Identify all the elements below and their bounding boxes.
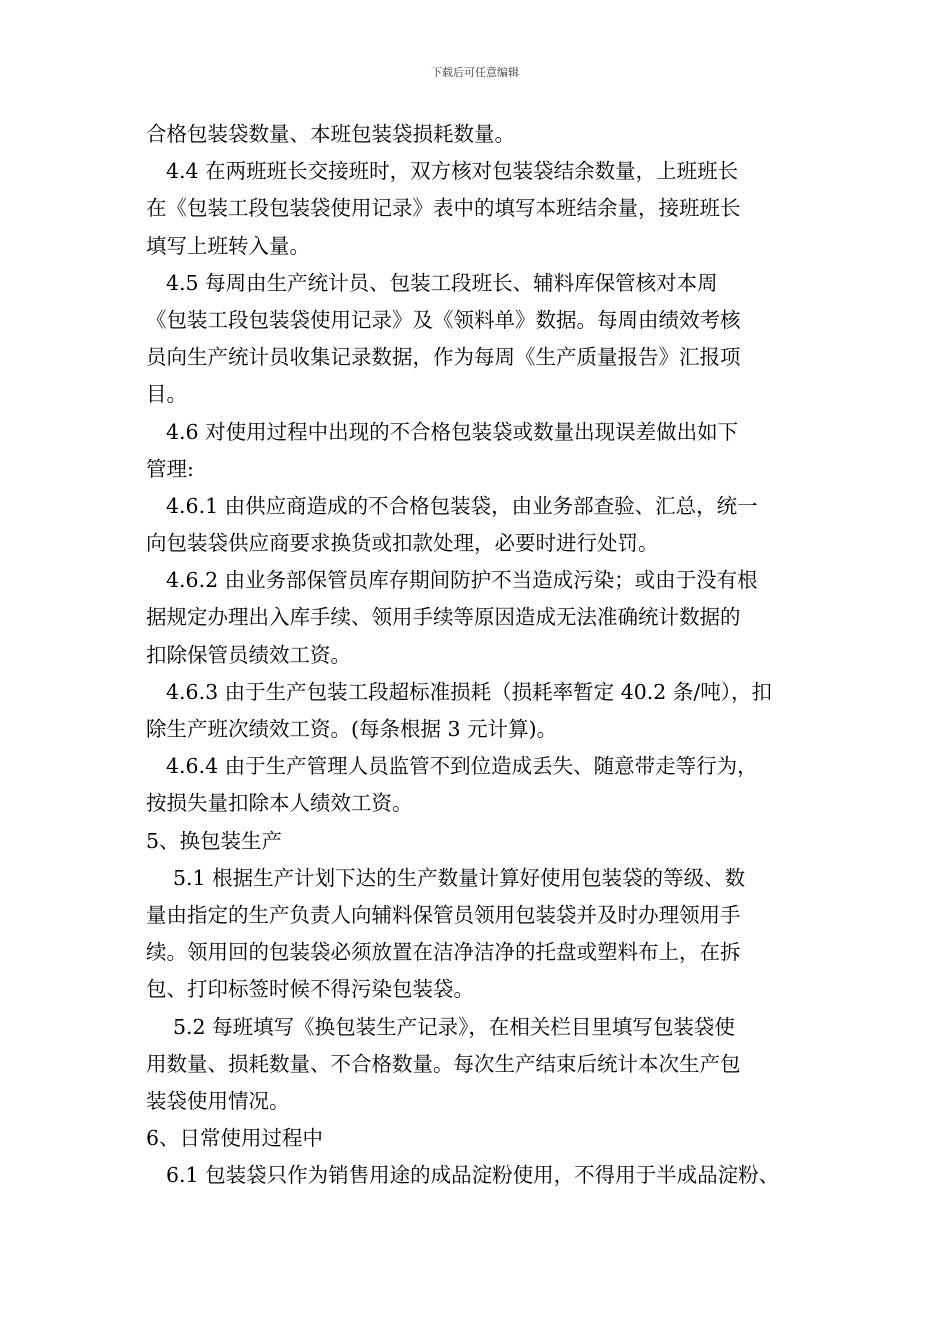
text-line: 管理:: [146, 456, 194, 481]
text-line: 员向生产统计员收集记录数据，作为每周《生产质量报告》汇报项: [146, 345, 741, 370]
text-line: 包、打印标签时候不得污染包装袋。: [146, 977, 474, 1002]
text-line: 填写上班转入量。: [146, 233, 310, 258]
text-line: 4.6.4 由于生产管理人员监管不到位造成丢失、随意带走等行为，: [166, 754, 758, 779]
text-line: 《包装工段包装袋使用记录》及《领料单》数据。每周由绩效考核: [146, 307, 741, 332]
text-line: 5.1 根据生产计划下达的生产数量计算好使用包装袋的等级、数: [173, 865, 746, 890]
text-line: 4.6 对使用过程中出现的不合格包装袋或数量出现误差做出如下: [166, 419, 739, 444]
page-header: 下载后可任意编辑: [431, 66, 519, 79]
text-line: 6、日常使用过程中: [146, 1126, 324, 1151]
text-line: 4.6.3 由于生产包装工段超标准损耗（损耗率暂定 40.2 条/吨），扣: [166, 679, 773, 704]
text-line: 在《包装工段包装袋使用记录》表中的填写本班结余量，接班班长: [146, 196, 741, 221]
text-line: 装袋使用情况。: [146, 1088, 290, 1113]
text-line: 按损失量扣除本人绩效工资。: [146, 791, 413, 816]
text-line: 扣除保管员绩效工资。: [146, 642, 351, 667]
text-line: 目。: [146, 382, 187, 407]
text-line: 4.6.1 由供应商造成的不合格包装袋，由业务部查验、汇总，统一: [166, 493, 758, 518]
text-line: 4.6.2 由业务部保管员库存期间防护不当造成污染；或由于没有根: [166, 568, 758, 593]
document-body: [146, 116, 806, 1194]
text-line: 4.4 在两班班长交接班时，双方核对包装袋结余数量，上班班长: [166, 159, 739, 184]
text-line: 4.5 每周由生产统计员、包装工段班长、辅料库保管核对本周: [166, 270, 718, 295]
text-line: 5.2 每班填写《换包装生产记录》，在相关栏目里填写包装袋使: [173, 1014, 735, 1039]
text-line: 量由指定的生产负责人向辅料保管员领用包装袋并及时办理领用手: [146, 902, 741, 927]
text-line: 除生产班次绩效工资。(每条根据 3 元计算)。: [146, 717, 558, 741]
text-line: 5、换包装生产: [146, 828, 283, 853]
text-line: 据规定办理出入库手续、领用手续等原因造成无法准确统计数据的: [146, 605, 741, 630]
text-line: 用数量、损耗数量、不合格数量。每次生产结束后统计本次生产包: [146, 1051, 741, 1076]
text-line: 合格包装袋数量、本班包装袋损耗数量。: [146, 122, 515, 146]
text-line: 续。领用回的包装袋必须放置在洁净洁净的托盘或塑料布上，在拆: [146, 940, 741, 965]
text-line: 向包装袋供应商要求换货或扣款处理，必要时进行处罚。: [146, 531, 659, 556]
text-line: 6.1 包装袋只作为销售用途的成品淀粉使用，不得用于半成品淀粉、: [166, 1163, 780, 1188]
